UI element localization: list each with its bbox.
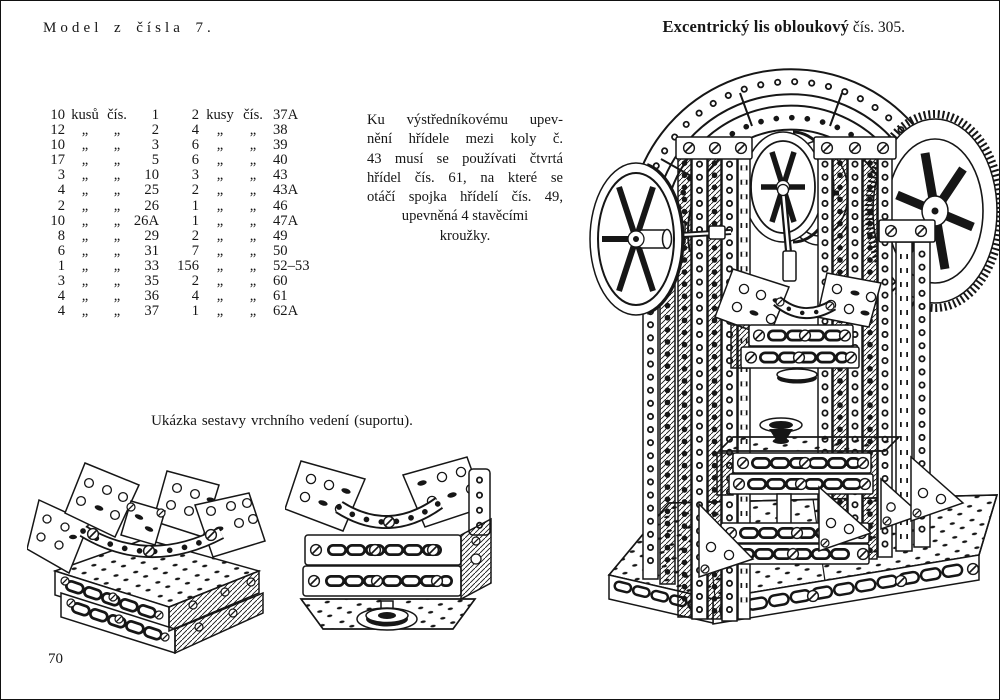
part-number-right: 52–53 [273, 257, 310, 274]
unit-left: „ [81, 197, 89, 214]
ref-right: „ [249, 122, 257, 139]
parts-list-row [41, 138, 331, 153]
unit-right: „ [216, 242, 224, 259]
part-number-left: 5 [151, 152, 159, 169]
unit-right: „ [216, 303, 224, 320]
parts-list-row [41, 168, 331, 183]
quantity-right: 4 [191, 122, 199, 139]
quantity-right: 1 [191, 212, 199, 229]
quantity-left: 4 [57, 288, 65, 305]
part-number-right: 46 [273, 197, 288, 214]
part-number-left: 29 [144, 227, 159, 244]
ref-right: „ [249, 273, 257, 290]
unit-right: „ [216, 227, 224, 244]
ref-left: „ [113, 152, 121, 169]
part-number-right: 60 [273, 273, 288, 290]
part-number-left: 1 [151, 107, 159, 123]
quantity-left: 12 [50, 122, 65, 139]
guide-bars [303, 519, 491, 599]
instruction-note-line: nění hřídele mezi koly č. [367, 131, 563, 148]
parts-list-row [41, 108, 331, 123]
parts-list-row [41, 153, 331, 168]
ref-left: „ [113, 137, 121, 154]
unit-right: „ [216, 152, 224, 169]
instruction-note-line: otáčí spojka hřídelí čís. 49, [367, 189, 563, 206]
unit-right: „ [216, 212, 224, 229]
part-number-right: 40 [273, 152, 288, 169]
ref-right: „ [249, 303, 257, 320]
unit-left: „ [81, 137, 89, 154]
ref-left: „ [113, 122, 121, 139]
part-number-right: 61 [273, 288, 288, 305]
ref-left: „ [113, 212, 121, 229]
unit-left: „ [81, 152, 89, 169]
part-number-left: 26 [144, 197, 159, 214]
ref-left: „ [113, 182, 121, 199]
quantity-left: 10 [50, 212, 65, 229]
instruction-note-line: kroužky. [439, 227, 491, 244]
unit-right: „ [216, 137, 224, 154]
part-number-right: 38 [273, 122, 288, 139]
ref-left: „ [113, 257, 121, 274]
quantity-right: 2 [191, 107, 199, 123]
quantity-right: 2 [191, 227, 199, 244]
quantity-right: 156 [177, 257, 199, 274]
page-number: 70 [48, 651, 63, 667]
base-plate-and-pulley [301, 599, 475, 630]
quantity-left: 4 [57, 303, 65, 320]
part-number-right: 62A [273, 303, 299, 320]
ref-left: čís. [107, 107, 127, 123]
ref-left: „ [113, 197, 121, 214]
unit-right: „ [216, 273, 224, 290]
ref-right: „ [249, 242, 257, 259]
wing-plates [27, 463, 265, 573]
unit-left: „ [81, 303, 89, 320]
page-title-number: čís. 305. [849, 19, 905, 36]
unit-right: „ [216, 182, 224, 199]
parts-list-row [41, 289, 331, 304]
quantity-left: 17 [50, 152, 65, 169]
unit-right: „ [216, 167, 224, 184]
quantity-right: 4 [191, 288, 199, 305]
quantity-left: 8 [57, 227, 65, 244]
instruction-note-line: Ku výstředníkovému upev- [367, 112, 563, 128]
part-number-left: 10 [144, 167, 159, 184]
quantity-right: 1 [191, 197, 199, 214]
unit-left: „ [81, 257, 89, 274]
support-assembly-figure-2 [285, 443, 499, 643]
quantity-right: 1 [191, 303, 199, 320]
quantity-left: 1 [57, 257, 65, 274]
unit-right: kusy [206, 107, 234, 123]
machine-figure [581, 59, 1000, 669]
parts-list-row [41, 304, 331, 319]
part-number-right: 37A [273, 107, 299, 123]
quantity-right: 6 [191, 152, 199, 169]
instruction-note-line: 43 musí se používati čtvrtá [367, 150, 563, 167]
part-number-right: 49 [273, 227, 288, 244]
ref-right: „ [249, 152, 257, 169]
ref-left: „ [113, 273, 121, 290]
quantity-left: 10 [50, 107, 65, 123]
part-number-right: 43 [273, 167, 288, 184]
part-number-right: 50 [273, 242, 288, 259]
unit-right: „ [216, 122, 224, 139]
flywheel [590, 163, 683, 315]
parts-list-row [41, 229, 331, 244]
ref-right: „ [249, 182, 257, 199]
page-title-bold: Excentrický lis obloukový [662, 17, 850, 36]
ref-right: „ [249, 288, 257, 305]
part-number-left: 33 [144, 257, 159, 274]
unit-left: „ [81, 122, 89, 139]
unit-left: „ [81, 212, 89, 229]
figure-caption: Ukázka sestavy vrchního vedení (suportu). [151, 413, 413, 429]
part-number-left: 37 [144, 303, 159, 320]
page-title [662, 17, 905, 37]
part-number-right: 47A [273, 212, 299, 229]
ref-left: „ [113, 303, 121, 320]
instruction-note [367, 111, 563, 246]
quantity-right: 2 [191, 273, 199, 290]
parts-list [41, 108, 331, 319]
quantity-left: 3 [57, 273, 65, 290]
ref-right: „ [249, 257, 257, 274]
instruction-note-line: upevněná 4 stavěcími [401, 208, 529, 225]
parts-list-row [41, 214, 331, 229]
quantity-left: 3 [57, 167, 65, 184]
part-number-left: 26A [133, 212, 159, 229]
quantity-left: 4 [57, 182, 65, 199]
parts-list-row [41, 274, 331, 289]
ref-right: „ [249, 227, 257, 244]
ref-right: „ [249, 197, 257, 214]
unit-left: kusů [71, 107, 99, 123]
ref-right: „ [249, 212, 257, 229]
quantity-right: 6 [191, 137, 199, 154]
instruction-note-line: hřídel čís. 61, na které se [367, 169, 563, 186]
quantity-right: 7 [191, 242, 199, 259]
quantity-right: 3 [191, 167, 199, 184]
parts-list-row [41, 259, 331, 274]
ref-left: „ [113, 227, 121, 244]
wing-plates [285, 457, 485, 531]
part-number-left: 31 [144, 242, 159, 259]
part-number-left: 35 [144, 273, 159, 290]
ref-left: „ [113, 167, 121, 184]
part-number-left: 36 [144, 288, 159, 305]
part-number-right: 43A [273, 182, 299, 199]
ref-right: čís. [243, 107, 263, 123]
unit-left: „ [81, 288, 89, 305]
part-number-left: 25 [144, 182, 159, 199]
page-header-left: Model z čísla 7. [43, 20, 215, 36]
unit-left: „ [81, 227, 89, 244]
quantity-right: 2 [191, 182, 199, 199]
ref-left: „ [113, 242, 121, 259]
parts-list-row [41, 123, 331, 138]
unit-left: „ [81, 273, 89, 290]
support-assembly-figure-1 [27, 445, 273, 657]
quantity-left: 6 [57, 242, 65, 259]
ref-right: „ [249, 167, 257, 184]
part-number-right: 39 [273, 137, 288, 154]
quantity-left: 10 [50, 137, 65, 154]
ref-left: „ [113, 288, 121, 305]
part-number-left: 3 [151, 137, 159, 154]
unit-right: „ [216, 197, 224, 214]
parts-list-row [41, 244, 331, 259]
unit-right: „ [216, 257, 224, 274]
quantity-left: 2 [57, 197, 65, 214]
unit-left: „ [81, 167, 89, 184]
unit-left: „ [81, 242, 89, 259]
unit-right: „ [216, 288, 224, 305]
part-number-left: 2 [151, 122, 159, 139]
ref-right: „ [249, 137, 257, 154]
unit-left: „ [81, 182, 89, 199]
parts-list-row [41, 183, 331, 198]
parts-list-row [41, 199, 331, 214]
